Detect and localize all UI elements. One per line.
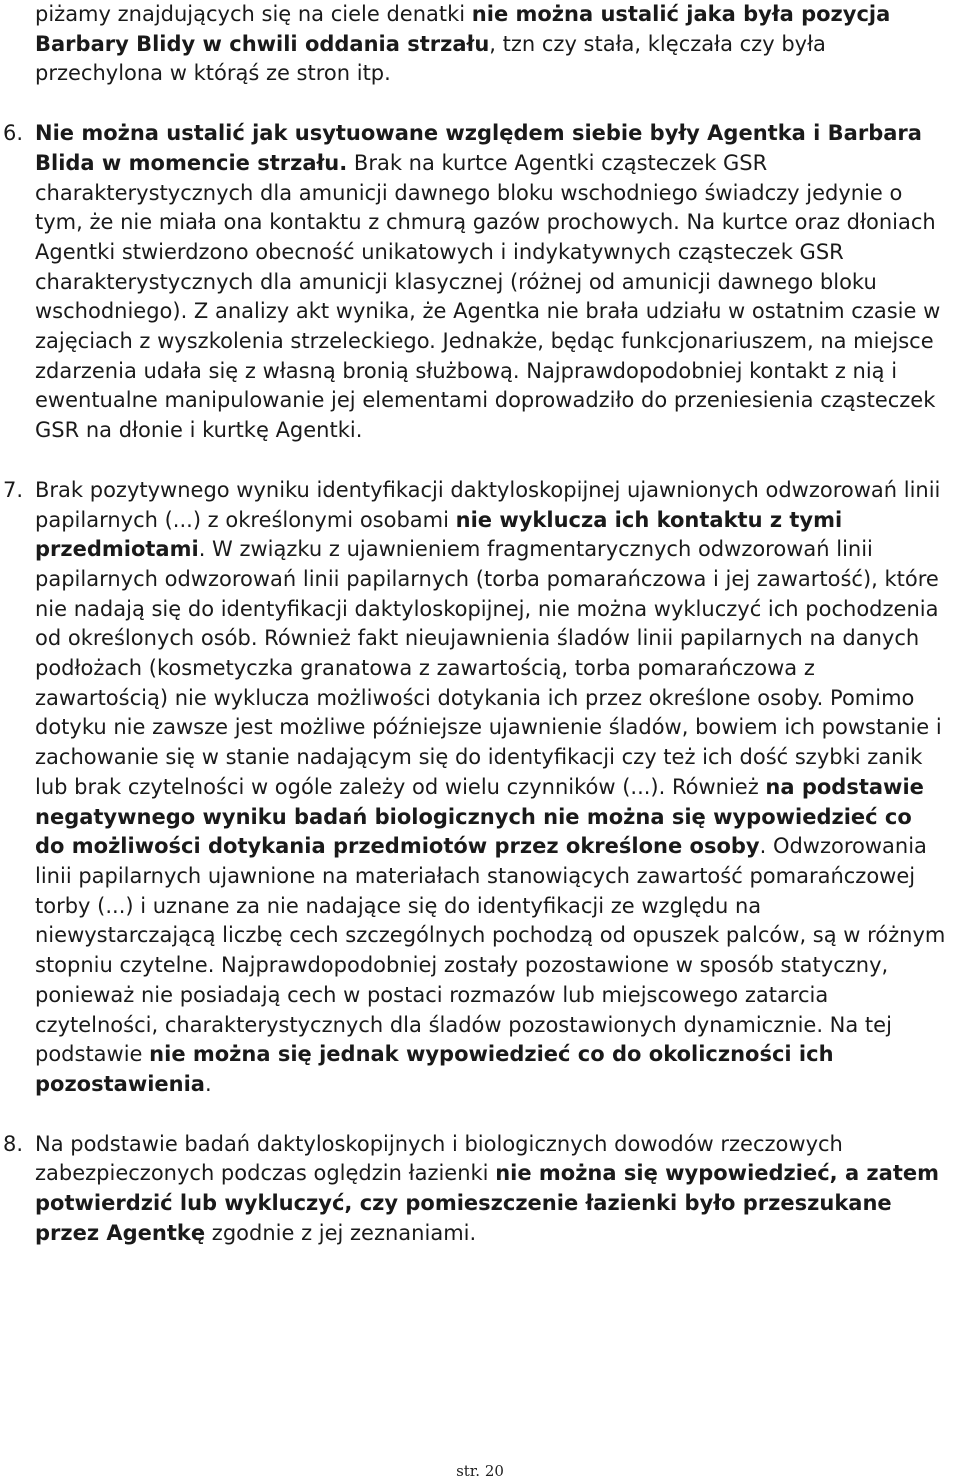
item-7-bold-3: nie można się jednak wypowiedzieć co do okoliczności ich pozostawienia — [35, 1042, 834, 1096]
item-8-paragraph — [35, 1130, 947, 1249]
intro-text-1: piżamy znajdujących się na ciele denatki — [35, 2, 472, 26]
item-8-text-2: zgodnie z jej zeznaniami. — [205, 1220, 477, 1245]
list-item-7 — [3, 476, 947, 1100]
item-6-text-1: Brak na kurtce Agentki cząsteczek GSR charakterystycznych dla amunicji dawnego bloku wschodniego świadczy jedynie o tym, że nie miała ona kontaktu z chmurą gazów prochowych. Na kurtce oraz dłoniach Agentki stwierdzono obecność unikatowych i indykatywnych cząsteczek GSR charakterystycznych dla amunicji klasycznej (różnej od amunicji dawnego bloku wschodniego). Z analizy akt wynika, że Agentka nie brała udziału w ostatnim czasie w zajęciach z wyszkolenia strzeleckiego. Jednakże, będąc funkcjonariuszem, na miejsce zdarzenia udała się z własną bronią służbową. Najprawdopodobniej kontakt z nią i ewentualne manipulowanie jej elementami doprowadziło do przeniesienia cząsteczek GSR na dłonie i kurtkę Agentki. — [35, 150, 941, 443]
intro-paragraph — [35, 0, 947, 89]
item-8-bold-1: nie można się wypowiedzieć, a zatem potwierdzić lub wykluczyć, czy pomieszczenie łazienki było przeszukane przez Agentkę — [35, 1161, 939, 1245]
list-item-6 — [3, 119, 947, 446]
item-7-text-4: . — [204, 1071, 212, 1096]
intro-text-2: , tzn czy stała, klęczała czy była przechylona w którąś ze stron itp. — [35, 31, 826, 86]
document-body — [3, 0, 947, 1248]
list-item-8 — [3, 1130, 947, 1249]
item-7-text-1: Brak pozytywnego wyniku identyfikacji daktyloskopijnej ujawnionych odwzorowań linii papilarnych (...) z określonymi osobami — [35, 477, 941, 532]
item-8-number: 8. — [3, 1131, 24, 1156]
item-8-text-1: Na podstawie badań daktyloskopijnych i biologicznych dowodów rzeczowych zabezpieczonych podczas oględzin łazienki — [35, 1131, 843, 1186]
item-6-paragraph — [35, 119, 947, 446]
item-6-bold-1: Nie można ustalić jak usytuowane względem siebie były Agentka i Barbara Blida w momencie strzału. — [35, 121, 922, 175]
item-7-paragraph — [35, 476, 947, 1100]
item-7-text-3: . Odwzorowania linii papilarnych ujawnione na materiałach stanowiących zawartość pomarańczowej torby (...) i uznane za nie nadające się do identyfikacji ze względu na niewystarczającą liczbę cech szczególnych pochodzą od opuszek palców, są w różnym stopniu czytelne. Najprawdopodobniej zostały pozostawione w sposób statyczny, ponieważ nie posiadają cech w postaci rozmazów lub miejscowego zatarcia czytelności, charakterystycznych dla śladów pozostawionych dynamicznie. Na tej podstawie — [35, 834, 946, 1067]
item-7-text-2: . W związku z ujawnieniem fragmentarycznych odwzorowań linii papilarnych odwzorowań linii papilarnych (torba pomarańczowa i jej zawartość), które nie nadają się do identyfikacji daktyloskopijnej, nie można wykluczyć ich pochodzenia od określonych osób. Również fakt nieujawnienia śladów linii papilarnych na danych podłożach (kosmetyczka granatowa z zawartością, torba pomarańczowa z zawartością) nie wyklucza możliwości dotykania ich przez określone osoby. Pomimo dotyku nie zawsze jest możliwe późniejsze ujawnienie śladów, bowiem ich powstanie i zachowanie się w stanie nadającym się do identyfikacji czy też ich dość szybki zanik lub brak czytelności w ogóle zależy od wielu czynników (...). Również — [35, 537, 942, 799]
item-7-bold-2: na podstawie negatywnego wyniku badań biologicznych nie można się wypowiedzieć co do możliwości dotykania przedmiotów przez określone osoby — [35, 774, 924, 859]
page-number: str. 20 — [456, 1462, 504, 1480]
item-6-number: 6. — [3, 121, 24, 146]
item-7-number: 7. — [3, 477, 24, 502]
item-7-bold-1: nie wyklucza ich kontaktu z tymi przedmiotami — [35, 507, 843, 562]
intro-bold-1: nie można ustalić jaka była pozycja Barbary Blidy w chwili oddania strzału — [35, 2, 891, 56]
